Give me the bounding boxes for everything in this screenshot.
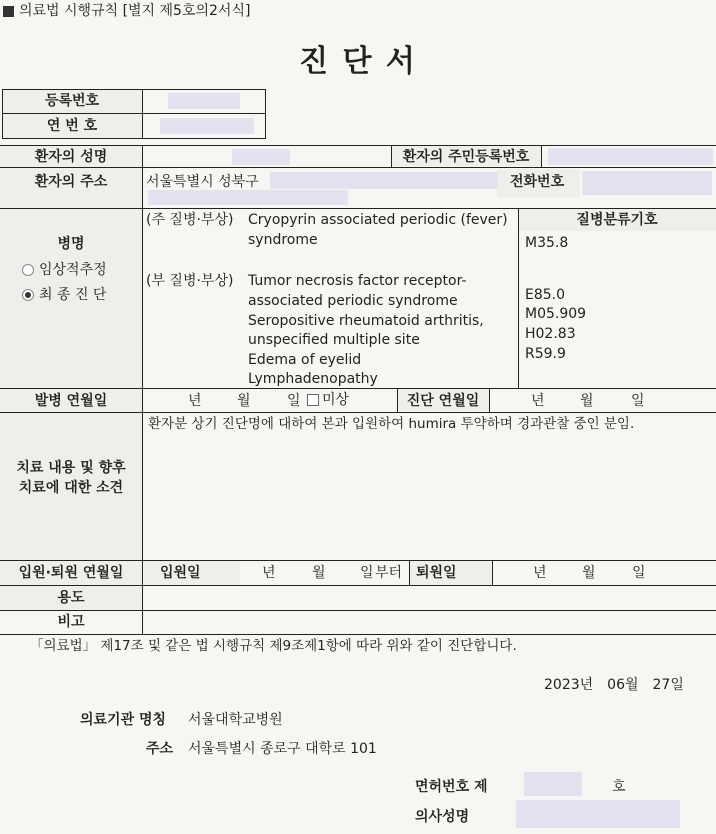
unknown-label: 미상 (322, 392, 350, 408)
license-suffix: 호 (612, 779, 626, 795)
discharge-date-label: 퇴원일 (416, 565, 457, 581)
redacted-license-no (524, 772, 582, 796)
radio-final-icon[interactable] (22, 289, 34, 301)
discharge-day: 일 (632, 565, 646, 581)
redacted-serial-no (160, 118, 254, 134)
secondary-diagnosis-line-6: Lymphadenopathy (248, 371, 378, 387)
admit-from: 부터 (375, 565, 403, 581)
diagnosis-option-final[interactable] (22, 287, 106, 304)
secondary-code-1: E85.0 (525, 287, 566, 303)
clinical-label: 임상적추정 (39, 262, 107, 278)
diagnosis-option-clinical[interactable] (22, 262, 107, 279)
admit-month: 월 (312, 565, 326, 581)
secondary-code-4: R59.9 (525, 346, 566, 362)
secondary-diagnosis-line-1: Tumor necrosis factor receptor- (248, 273, 467, 289)
primary-diagnosis-line-1: Cryopyrin associated periodic (fever) (248, 212, 508, 228)
document-title: 진 단 서 (299, 44, 417, 79)
institution-name-value: 서울대학교병원 (188, 712, 283, 728)
issue-day: 27일 (652, 677, 684, 693)
reg-no-label: 등록번호 (44, 93, 100, 109)
redacted-phone (582, 171, 712, 195)
secondary-diagnosis-line-2: associated periodic syndrome (248, 293, 458, 309)
discharge-month: 월 (582, 565, 596, 581)
treatment-text: 환자분 상기 진단명에 대하여 본과 입원하여 humira 투약하며 경과관찰 중인 분임. (148, 416, 635, 432)
secondary-diagnosis-line-5: Edema of eyelid (248, 352, 362, 368)
diagnosis-label: 병명 (57, 236, 85, 252)
issue-month: 06월 (607, 677, 639, 693)
final-label: 최 종 진 단 (39, 287, 107, 303)
onset-date-label: 발병 연월일 (34, 393, 108, 409)
remarks-label: 비고 (57, 614, 85, 630)
unknown-checkbox-icon[interactable] (307, 394, 319, 406)
diag-year: 년 (531, 393, 545, 409)
patient-address-label: 환자의 주소 (34, 174, 108, 190)
secondary-diagnosis-label: (부 질병·부상) (146, 273, 234, 289)
institution-address-label: 주소 (146, 741, 174, 757)
secondary-diagnosis-line-4: unspecified multiple site (248, 332, 420, 348)
primary-diagnosis-label: (주 질병·부상) (146, 212, 234, 228)
admit-date-label: 입원일 (160, 565, 201, 581)
form-header (3, 3, 250, 20)
diag-month: 월 (580, 393, 594, 409)
redacted-patient-name (232, 149, 290, 165)
treatment-label-line-2: 치료에 대한 소견 (18, 480, 124, 496)
secondary-diagnosis-line-3: Seropositive rheumatoid arthritis, (248, 313, 484, 329)
issue-date (544, 677, 684, 694)
onset-year: 년 (188, 393, 202, 409)
radio-clinical-icon[interactable] (22, 264, 34, 276)
serial-no-label: 연 번 호 (46, 118, 98, 134)
redacted-patient-rrn (548, 148, 713, 165)
primary-diagnosis-line-2: syndrome (248, 232, 318, 248)
patient-phone-label: 전화번호 (510, 174, 565, 190)
primary-code: M35.8 (525, 235, 569, 251)
square-bullet-icon (3, 6, 14, 17)
purpose-label: 용도 (57, 590, 85, 606)
statement: 「의료법」 제17조 및 같은 법 시행규칙 제9조제1항에 따라 위와 같이 진단합니다. (30, 638, 517, 654)
diag-day: 일 (631, 393, 645, 409)
license-label: 면허번호 제 (415, 779, 488, 795)
institution-name-label: 의료기관 명칭 (80, 712, 167, 728)
admit-year: 년 (262, 565, 276, 581)
diagnosis-date-label: 진단 연월일 (406, 393, 480, 409)
onset-day: 일 (287, 393, 301, 409)
treatment-label-line-1: 치료 내용 및 향후 (16, 460, 126, 476)
discharge-year: 년 (533, 565, 547, 581)
secondary-code-2: M05.909 (525, 306, 587, 322)
disease-code-header: 질병분류기호 (576, 212, 658, 228)
admission-label: 입원·퇴원 연월일 (18, 565, 124, 581)
patient-name-label: 환자의 성명 (34, 149, 108, 165)
onset-unknown[interactable] (307, 392, 349, 409)
redacted-doctor-name (516, 800, 680, 828)
issue-year: 2023년 (544, 677, 594, 693)
redacted-reg-no (168, 93, 240, 109)
admit-day: 일 (360, 565, 374, 581)
institution-address-value: 서울특별시 종로구 대학로 101 (188, 741, 377, 757)
form-header-text: 의료법 시행규칙 [별지 제5호의2서식] (19, 3, 251, 19)
patient-address-value: 서울특별시 성북구 (146, 174, 259, 190)
redacted-address (270, 172, 498, 189)
onset-month: 월 (237, 393, 251, 409)
patient-rrn-label: 환자의 주민등록번호 (402, 149, 530, 165)
redacted-address-line2 (148, 190, 348, 205)
secondary-code-3: H02.83 (525, 326, 576, 342)
doctor-name-label: 의사성명 (415, 809, 470, 825)
